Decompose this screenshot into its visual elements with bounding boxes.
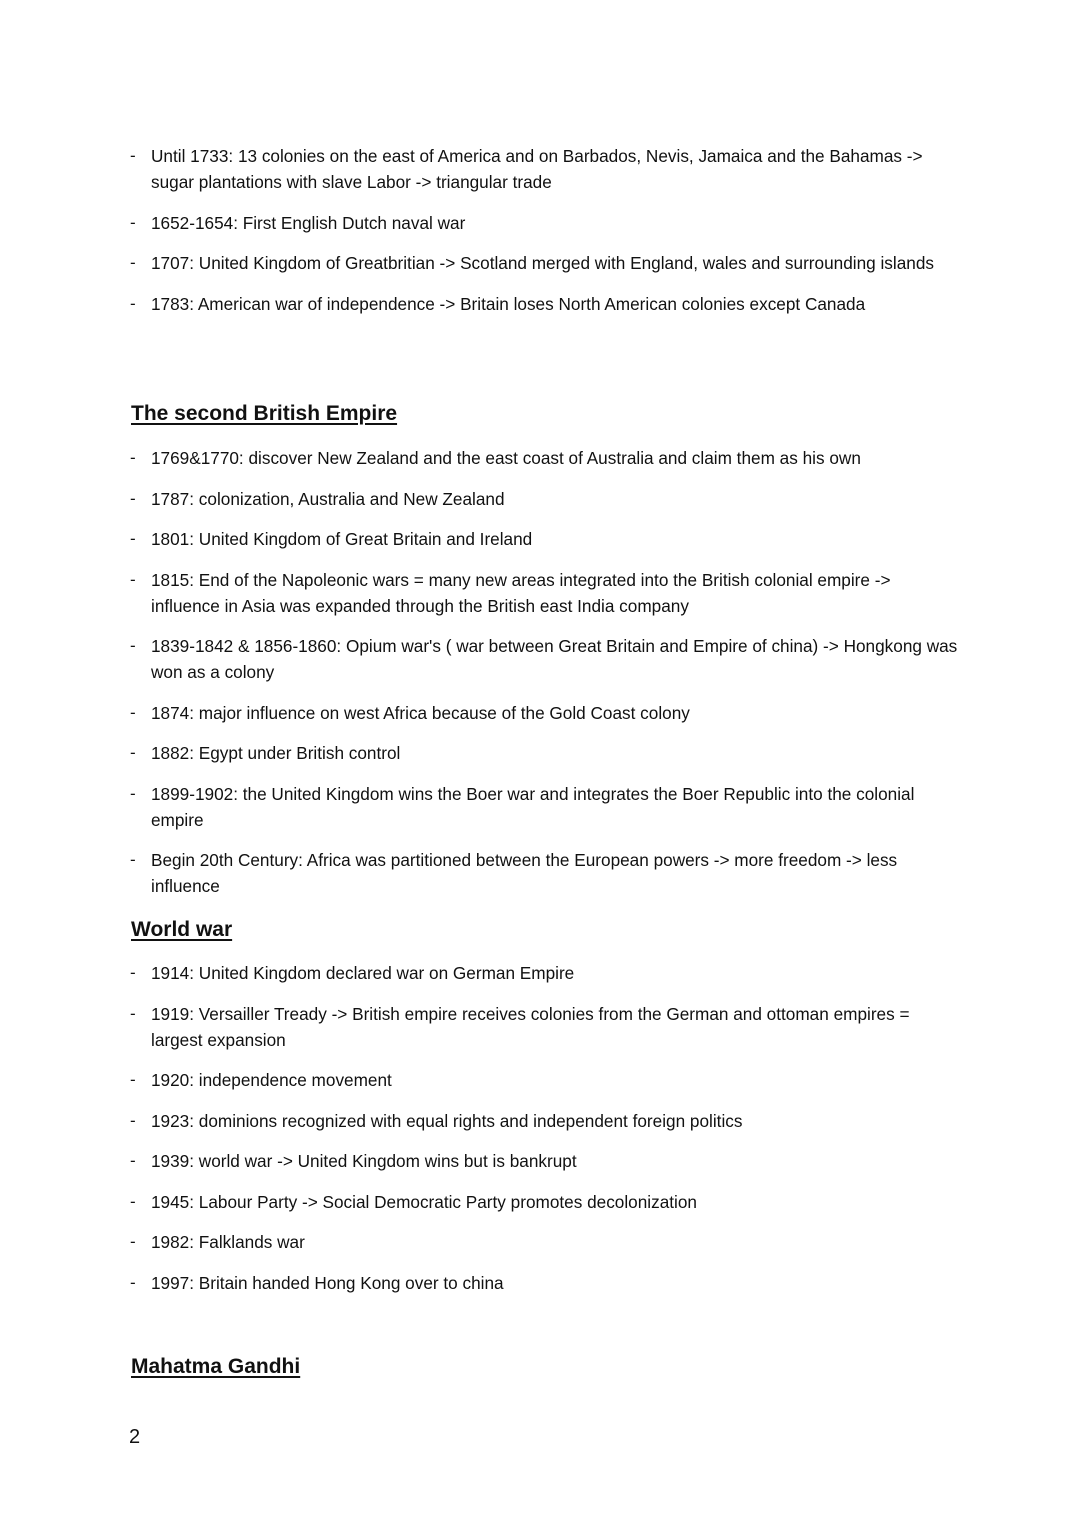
list-item-text: 1945: Labour Party -> Social Democratic Party promotes decolonization bbox=[151, 1191, 697, 1212]
list-item-text: 1839-1842 & 1856-1860: Opium war's ( war between Great Britain and Empire of china) -> Hongkong was won as a colony bbox=[151, 636, 958, 682]
list-item bbox=[0, 445, 1080, 471]
list-item bbox=[0, 1270, 1080, 1296]
list-item bbox=[0, 1148, 1080, 1174]
list-item bbox=[0, 143, 1080, 195]
list-item-text: 1899-1902: the United Kingdom wins the Boer war and integrates the Boer Republic into the colonial empire bbox=[151, 783, 915, 830]
list-item bbox=[0, 633, 1080, 685]
second-empire-list bbox=[0, 445, 1080, 914]
list-item-text: 1787: colonization, Australia and New Zealand bbox=[151, 488, 505, 509]
bullet-dash: - bbox=[130, 783, 136, 803]
bullet-dash: - bbox=[130, 1070, 136, 1089]
bullet-dash: - bbox=[130, 146, 136, 165]
list-item-text: Begin 20th Century: Africa was partitioned between the European powers -> more freedom -> less influence bbox=[151, 850, 898, 896]
list-item-text: 1652-1654: First English Dutch naval war bbox=[151, 212, 466, 233]
list-item-text: 1882: Egypt under British control bbox=[151, 743, 401, 763]
bullet-dash: - bbox=[130, 702, 136, 722]
bullet-dash: - bbox=[130, 1191, 136, 1211]
bullet-dash: - bbox=[130, 1110, 136, 1130]
list-item-text: 1815: End of the Napoleonic wars = many new areas integrated into the British colonial empire -> influence in Asia was expanded through the British east India company bbox=[151, 569, 891, 616]
list-item bbox=[0, 1067, 1080, 1093]
bullet-dash: - bbox=[130, 253, 136, 272]
bullet-dash: - bbox=[130, 850, 136, 869]
list-item bbox=[0, 250, 1080, 276]
list-item-text: 1874: major influence on west Africa because of the Gold Coast colony bbox=[151, 702, 690, 723]
list-item bbox=[0, 291, 1080, 317]
bullet-dash: - bbox=[130, 1003, 136, 1023]
list-item-text: 1997: Britain handed Hong Kong over to china bbox=[151, 1272, 504, 1293]
list-item-text: 1923: dominions recognized with equal rights and independent foreign politics bbox=[151, 1110, 743, 1131]
bullet-dash: - bbox=[130, 1232, 136, 1251]
list-item bbox=[0, 1229, 1080, 1255]
page-number: 2 bbox=[129, 1426, 141, 1448]
list-item-text: 1769&1770: discover New Zealand and the east coast of Australia and claim them as his own bbox=[151, 448, 861, 468]
list-item bbox=[0, 567, 1080, 619]
bullet-dash: - bbox=[130, 569, 136, 589]
list-item bbox=[0, 1189, 1080, 1215]
list-item-text: 1707: United Kingdom of Greatbritian -> Scotland merged with England, wales and surrounding islands bbox=[151, 253, 934, 273]
list-item bbox=[0, 526, 1080, 552]
list-item bbox=[0, 1001, 1080, 1053]
list-item-text: 1914: United Kingdom declared war on German Empire bbox=[151, 963, 575, 983]
list-item bbox=[0, 960, 1080, 986]
intro-list bbox=[0, 143, 1080, 331]
list-item bbox=[0, 781, 1080, 833]
list-item-text: 1919: Versailler Tready -> British empire receives colonies from the German and ottoman empires = largest expansion bbox=[151, 1003, 910, 1050]
bullet-dash: - bbox=[130, 1151, 136, 1170]
list-item bbox=[0, 700, 1080, 726]
list-item-text: Until 1733: 13 colonies on the east of America and on Barbados, Nevis, Jamaica and the Bahamas -> sugar plantations with slave Labor -> triangular trade bbox=[151, 146, 923, 192]
list-item-text: 1982: Falklands war bbox=[151, 1232, 305, 1252]
list-item bbox=[0, 486, 1080, 512]
list-item bbox=[0, 847, 1080, 899]
bullet-dash: - bbox=[130, 963, 136, 982]
bullet-dash: - bbox=[130, 488, 136, 508]
bullet-dash: - bbox=[130, 743, 136, 762]
bullet-dash: - bbox=[130, 1272, 136, 1292]
bullet-dash: - bbox=[130, 212, 136, 232]
bullet-dash: - bbox=[130, 293, 136, 313]
bullet-dash: - bbox=[130, 529, 136, 548]
heading-second-british-empire: The second British Empire bbox=[131, 402, 398, 425]
bullet-dash: - bbox=[130, 636, 136, 655]
list-item bbox=[0, 740, 1080, 766]
list-item bbox=[0, 1108, 1080, 1134]
world-war-list bbox=[0, 960, 1080, 1310]
list-item-text: 1939: world war -> United Kingdom wins but is bankrupt bbox=[151, 1151, 577, 1171]
list-item-text: 1920: independence movement bbox=[151, 1070, 392, 1090]
bullet-dash: - bbox=[130, 448, 136, 467]
heading-world-war: World war bbox=[131, 918, 233, 941]
list-item-text: 1801: United Kingdom of Great Britain and Ireland bbox=[151, 529, 533, 549]
heading-mahatma-gandhi: Mahatma Gandhi bbox=[131, 1355, 301, 1378]
list-item-text: 1783: American war of independence -> Britain loses North American colonies except Canada bbox=[151, 293, 866, 314]
list-item bbox=[0, 210, 1080, 236]
